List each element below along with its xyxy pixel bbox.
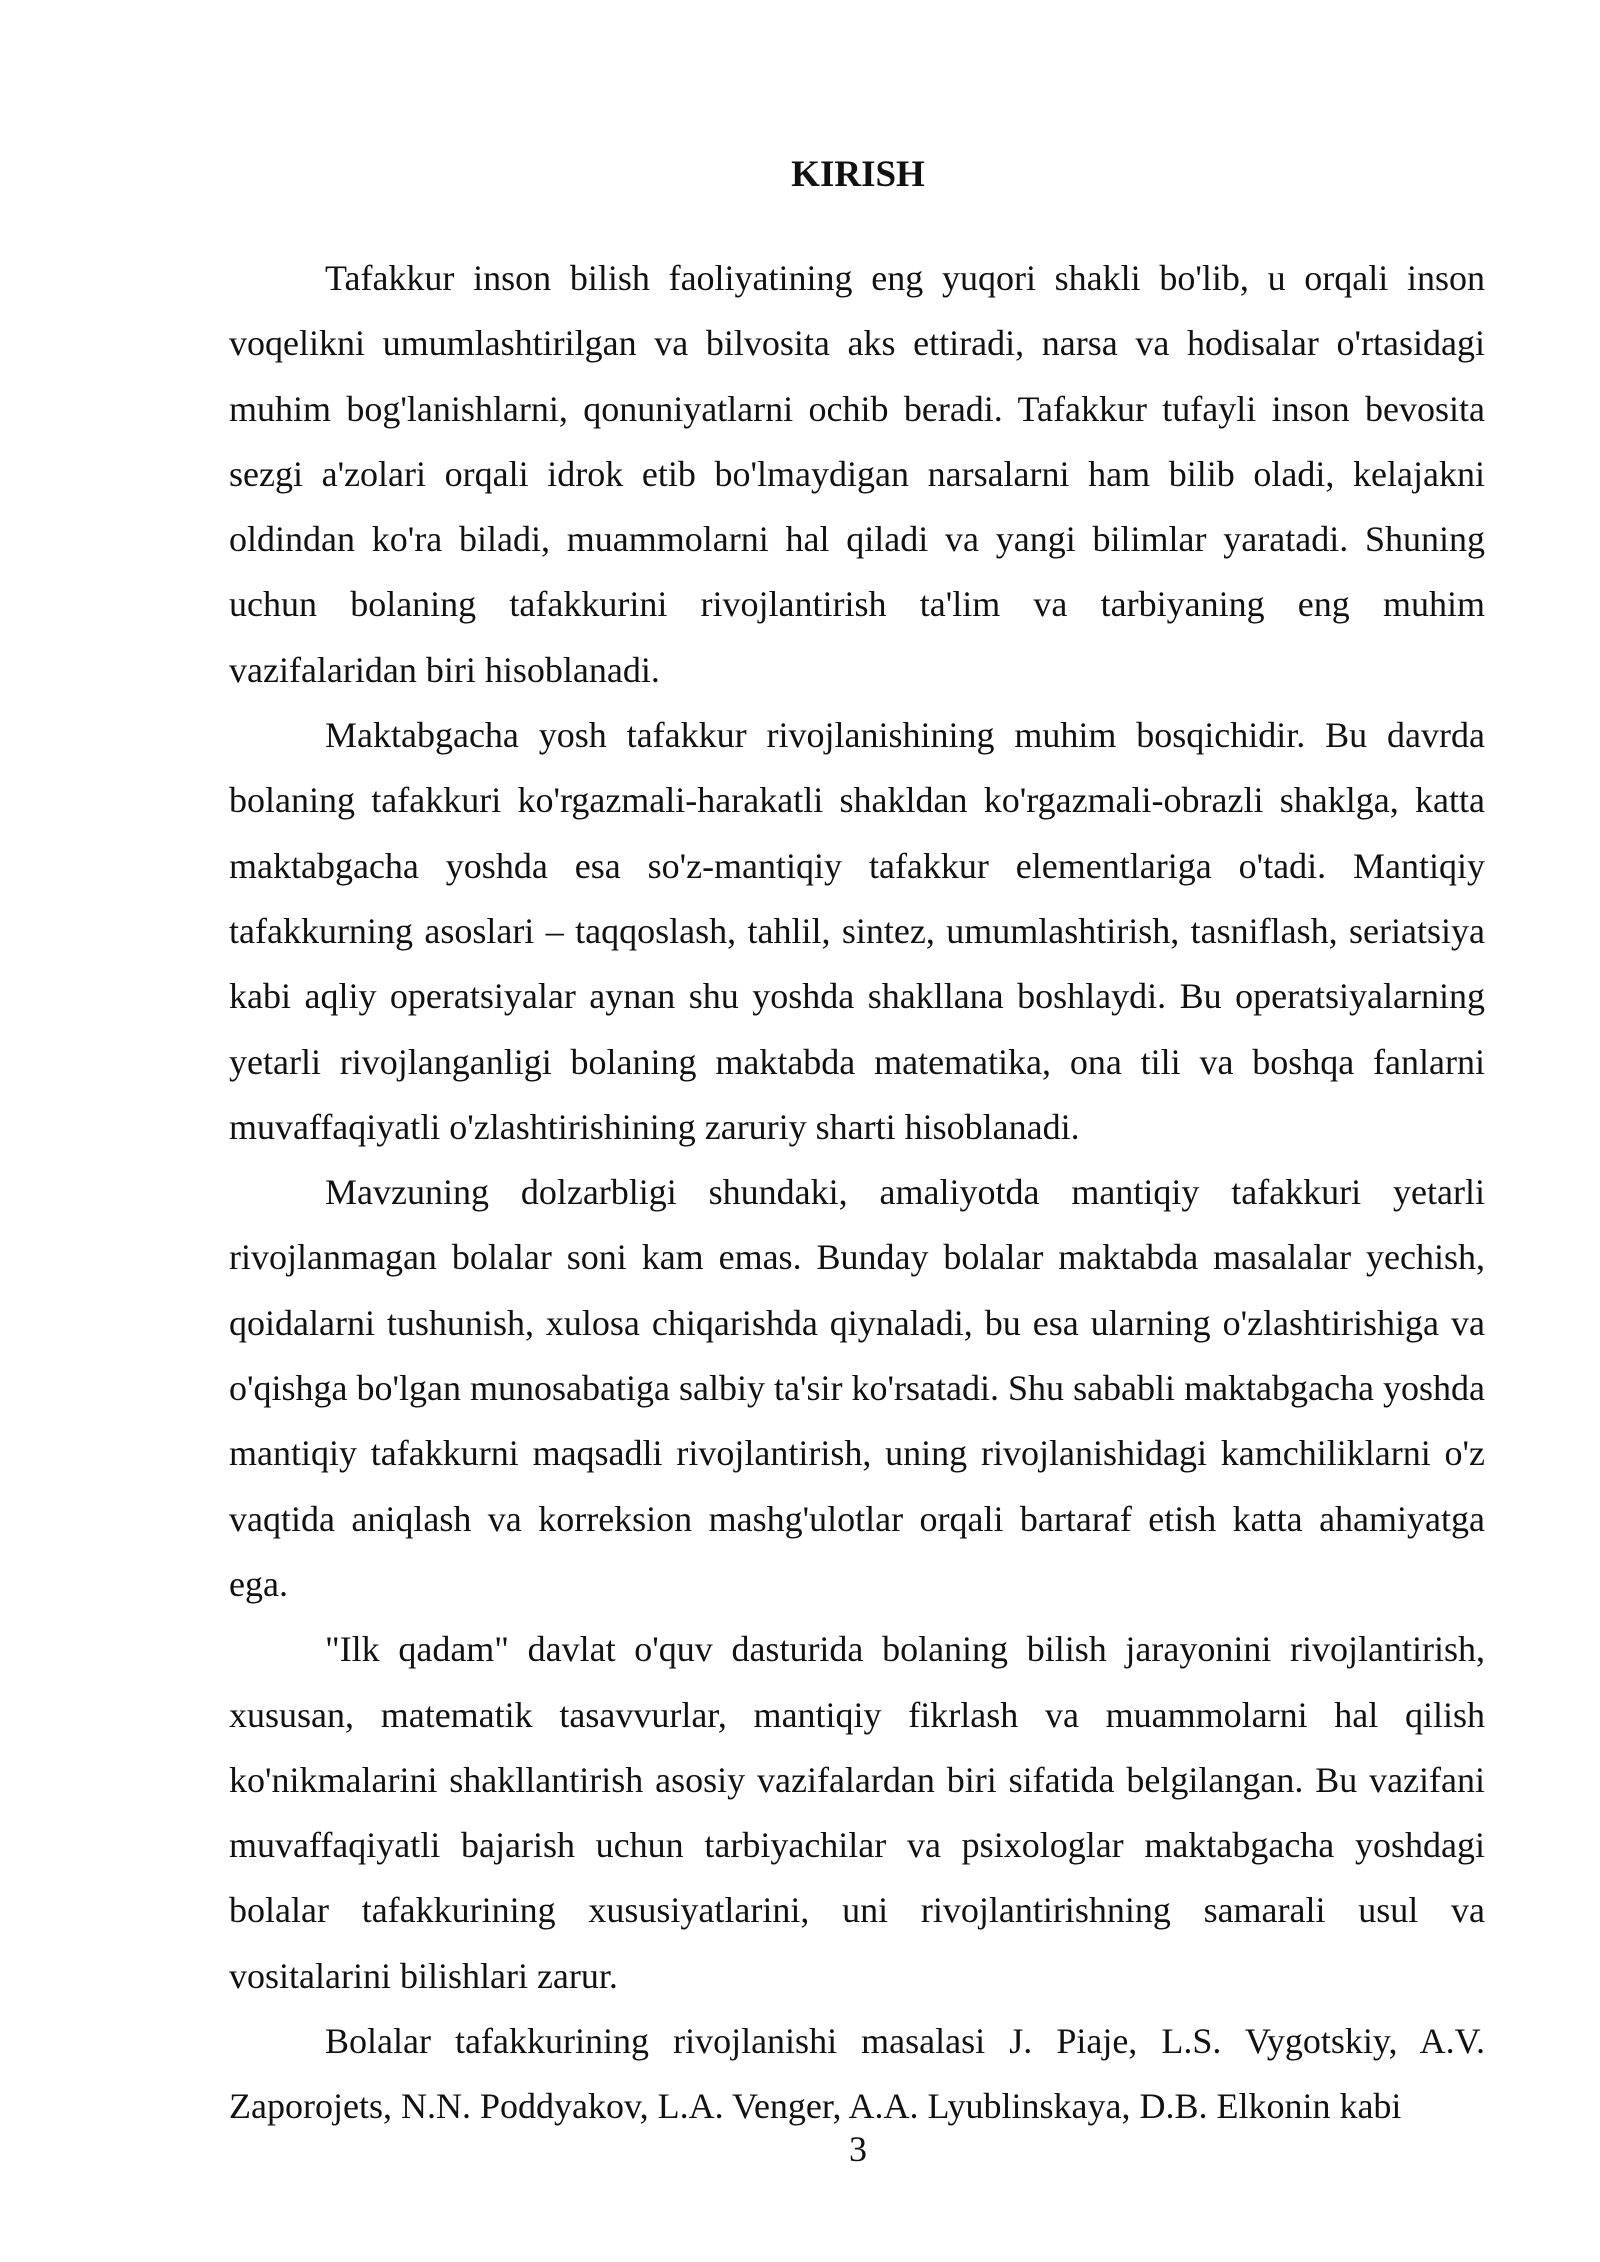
paragraph-1: Tafakkur inson bilish faoliyatining eng yuqori shakli bo'lib, u orqali inson voqelikni umumlashtirilgan va bilvosita aks ettiradi, narsa va hodisalar o'rtasidagi muhim bog'lanishlarni, qonuniyatlarni ochib beradi. Tafakkur tufayli inson bevosita sezgi a'zolari orqali idrok etib bo'lmaydigan narsalarni ham bilib oladi, kelajakni oldindan ko'ra biladi, muammolarni hal qiladi va yangi bilimlar yaratadi. Shuning uchun bolaning tafakkurini rivojlantirish ta'lim va tarbiyaning eng muhim vazifalaridan biri hisoblanadi. <box>229 258 1485 690</box>
document-body <box>229 246 1485 2140</box>
paragraph-3: Mavzuning dolzarbligi shundaki, amaliyotda mantiqiy tafakkuri yetarli rivojlanmagan bolalar soni kam emas. Bunday bolalar maktabda masalalar yechish, qoidalarni tushunish, xulosa chiqarishda qiynaladi, bu esa ularning o'zlashtirishiga va o'qishga bo'lgan munosabatiga salbiy ta'sir ko'rsatadi. Shu sababli maktabgacha yoshda mantiqiy tafakkurni maqsadli rivojlantirish, uning rivojlanishidagi kamchiliklarni o'z vaqtida aniqlash va korreksion mashg'ulotlar orqali bartaraf etish katta ahamiyatga ega. <box>229 1172 1485 1604</box>
paragraph-2: Maktabgacha yosh tafakkur rivojlanishining muhim bosqichidir. Bu davrda bolaning tafakkuri ko'rgazmali-harakatli shakldan ko'rgazmali-obrazli shaklga, katta maktabgacha yoshda esa so'z-mantiqiy tafakkur elementlariga o'tadi. Mantiqiy tafakkurning asoslari – taqqoslash, tahlil, sintez, umumlashtirish, tasniflash, seriatsiya kabi aqliy operatsiyalar aynan shu yoshda shakllana boshlaydi. Bu operatsiyalarning yetarli rivojlanganligi bolaning maktabda matematika, ona tili va boshqa fanlarni muvaffaqiyatli o'zlashtirishining zaruriy sharti hisoblanadi. <box>229 715 1485 1147</box>
paragraph-5: Bolalar tafakkurining rivojlanishi masalasi J. Piaje, L.S. Vygotskiy, A.V. Zaporojets, N.N. Poddyakov, L.A. Venger, A.A. Lyublinskaya, D.B. Elkonin kabi <box>229 2021 1485 2127</box>
document-heading: KIRISH <box>791 154 925 195</box>
paragraph-4: "Ilk qadam" davlat o'quv dasturida bolaning bilish jarayonini rivojlantirish, xususan, matematik tasavvurlar, mantiqiy fikrlash va muammolarni hal qilish ko'nikmalarini shakllantirish asosiy vazifalardan biri sifatida belgilangan. Bu vazifani muvaffaqiyatli bajarish uchun tarbiyachilar va psixologlar maktabgacha yoshdagi bolalar tafakkurining xususiyatlarini, uni rivojlantirishning samarali usul va vositalarini bilishlari zarur. <box>229 1629 1485 1996</box>
page-number: 3 <box>849 2129 867 2169</box>
